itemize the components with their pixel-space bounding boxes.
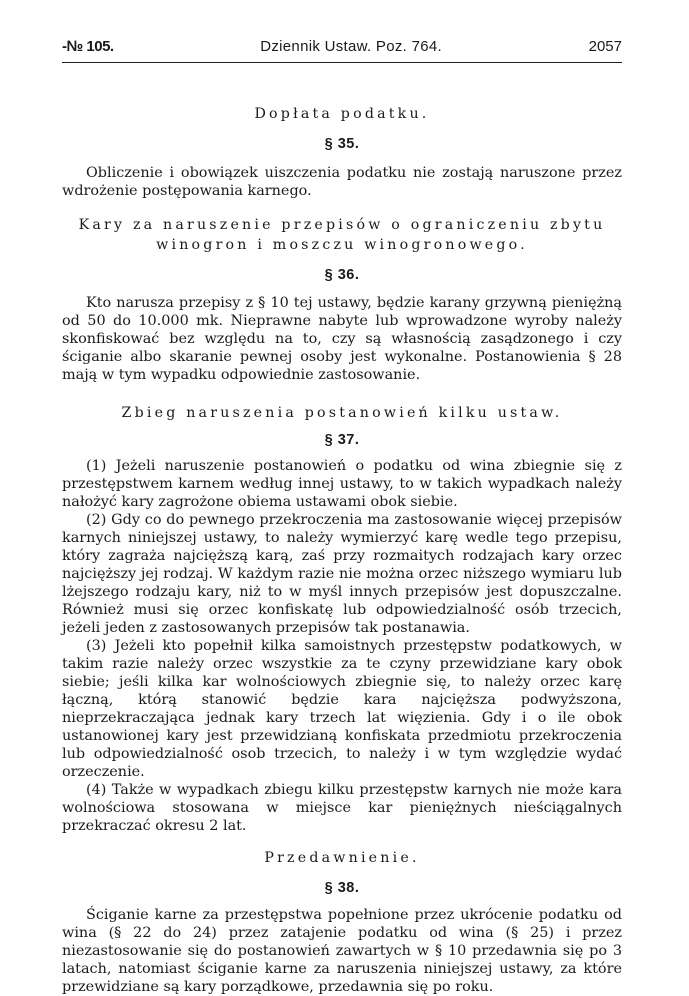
section-title-zbieg: Zbieg naruszenia postanowień kilku ustaw. <box>121 405 563 421</box>
paragraph-38-text: Ściganie karne za przestępstwa popełnione przez ukrócenie podatku od wina (§ 22 do 24) przez zatajenie podatku od wina (§ 25) i przez niezastosowanie się do postanowień zawartych w § 10 przedawnia się po 3 latach, natomiast ściganie karne za naruszenia niniejszej ustawy, za które przewidziane są kary porządkowe, przedawnia się po roku. <box>62 907 622 995</box>
document-page <box>62 38 622 996</box>
section-title-kary-line1: Kary za naruszenie przepisów o ograniczeniu zbytu <box>78 217 606 233</box>
section-title-kary <box>62 215 622 255</box>
paragraph-37-clause-1: (1) Jeżeli naruszenie postanowień o podatku od wina zbiegnie się z przestępstwem karnem według innej ustawy, to w takich wypadkach należy nałożyć kary zagrożone obiema ustawami obok siebie. <box>62 458 622 510</box>
section-title-przedawnienie: Przedawnienie. <box>264 850 420 866</box>
paragraph-37-clause-4: (4) Także w wypadkach zbiegu kilku przestępstw karnych nie może kara wolnościowa stosowana w miejsce kar pieniężnych nieściągalnych przekraczać okresu 2 lat. <box>62 782 622 834</box>
journal-title: Dziennik Ustaw. Poz. 764. <box>260 38 442 55</box>
section-title-doplata: Dopłata podatku. <box>254 106 430 122</box>
paragraph-37-clause-2: (2) Gdy co do pewnego przekroczenia ma zastosowanie więcej przepisów karnych niniejszej ustawy, to należy wymierzyć karę wedle tego przepisu, który zagraża najcięższą karą, zaś przy rozmaitych rodzajach kary orzec najcięższy jej rodzaj. W każdym razie nie można orzec niższego wymiaru lub lżejszego rodzaju kary, niż to w myśl innych przepisów jest dopuszczalne. Również musi się orzec konfiskatę lub odpowiedzialność osób trzecich, jeżeli jeden z zastosowanych przepisów tak postanawia. <box>62 512 622 636</box>
paragraph-37-clause-3: (3) Jeżeli kto popełnił kilka samoistnych przestępstw podatkowych, w takim razie należy orzec wszystkie za te czyny przewidziane kary obok siebie; jeśli kilka kar wolnościowych zbiegnie się, to należy orzec karę łączną, którą stanowić będzie kara najcięższa podwyższona, nieprzekraczająca jednak kary trzech lat więzienia. Gdy i o ile obok ustanowionej kary jest przewidzianą konfiskata przedmiotu przekroczenia lub odpowiedzialność osob trzecich, to należy i w tym względzie wydać orzeczenie. <box>62 638 622 780</box>
issue-number: -№ 105. <box>62 38 114 55</box>
paragraph-36-text: Kto narusza przepisy z § 10 tej ustawy, będzie karany grzywną pieniężną od 50 do 10.000 mk. Nieprawne nabyte lub wprowadzone wyroby należy skonfiskować bez względu na to, czy są własnością zasądzonego i czy ściganie albo skaranie pewnej osoby jest wykonalne. Postanowienia § 28 mają w tym wypadku odpowiednie zastosowanie. <box>62 295 622 383</box>
paragraph-mark-37: § 37. <box>324 432 360 448</box>
paragraph-mark-35: § 35. <box>324 136 360 152</box>
page-header <box>62 38 622 63</box>
paragraph-mark-36: § 36. <box>324 267 360 283</box>
page-number: 2057 <box>588 38 622 55</box>
paragraph-35-text: Obliczenie i obowiązek uiszczenia podatku nie zostają naruszone przez wdrożenie postępowania karnego. <box>62 165 622 199</box>
paragraph-mark-38: § 38. <box>324 880 360 896</box>
section-title-kary-line2: winogron i moszczu winogronowego. <box>156 237 528 253</box>
